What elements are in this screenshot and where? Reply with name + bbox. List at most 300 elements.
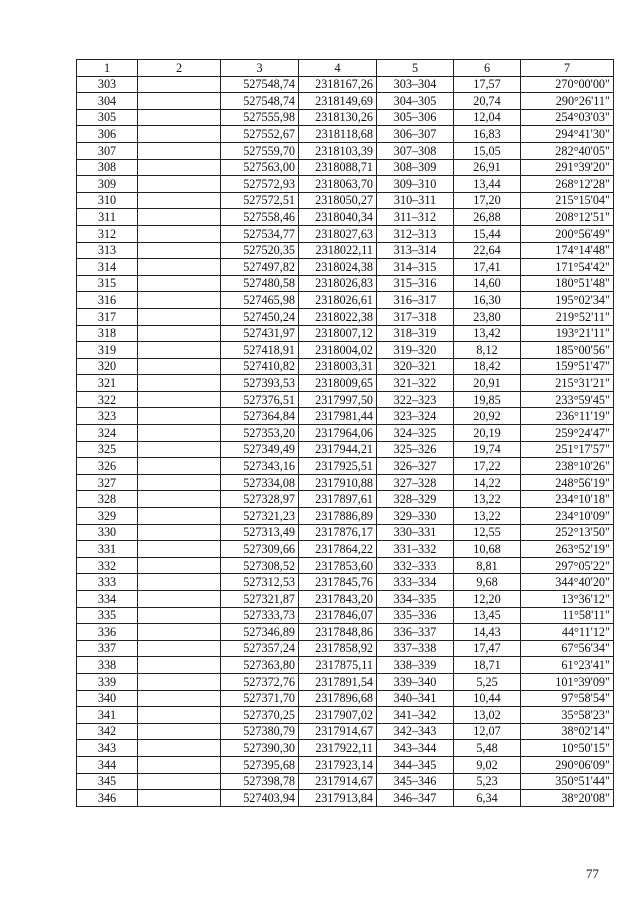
cell-blank <box>138 541 221 558</box>
cell-point-number: 314 <box>77 259 138 276</box>
cell-point-number: 326 <box>77 458 138 475</box>
cell-segment: 307–308 <box>377 142 454 159</box>
table-row <box>77 275 614 292</box>
cell-blank <box>138 93 221 110</box>
cell-segment: 341–342 <box>377 707 454 724</box>
table-row <box>77 76 614 93</box>
cell-bearing: 10°50'15" <box>521 740 614 757</box>
cell-bearing: 233°59'45" <box>521 391 614 408</box>
cell-distance: 17,47 <box>454 640 521 657</box>
cell-x-coordinate: 527321,87 <box>221 591 299 608</box>
table-row <box>77 176 614 193</box>
cell-blank <box>138 707 221 724</box>
cell-distance: 17,57 <box>454 76 521 93</box>
cell-bearing: 290°26'11" <box>521 93 614 110</box>
cell-y-coordinate: 2317913,84 <box>299 790 377 807</box>
cell-bearing: 67°56'34" <box>521 640 614 657</box>
table-row <box>77 773 614 790</box>
cell-distance: 12,04 <box>454 109 521 126</box>
cell-blank <box>138 259 221 276</box>
cell-x-coordinate: 527552,67 <box>221 126 299 143</box>
table-row <box>77 591 614 608</box>
cell-segment: 331–332 <box>377 541 454 558</box>
cell-distance: 16,30 <box>454 292 521 309</box>
cell-y-coordinate: 2318050,27 <box>299 192 377 209</box>
cell-y-coordinate: 2317896,68 <box>299 690 377 707</box>
cell-blank <box>138 159 221 176</box>
cell-y-coordinate: 2318149,69 <box>299 93 377 110</box>
cell-segment: 330–331 <box>377 524 454 541</box>
cell-point-number: 307 <box>77 142 138 159</box>
table-header <box>77 60 614 77</box>
cell-segment: 305–306 <box>377 109 454 126</box>
cell-y-coordinate: 2317853,60 <box>299 557 377 574</box>
cell-distance: 16,83 <box>454 126 521 143</box>
column-header-4: 4 <box>299 60 377 77</box>
cell-bearing: 11°58'11" <box>521 607 614 624</box>
table-row <box>77 723 614 740</box>
cell-x-coordinate: 527376,51 <box>221 391 299 408</box>
cell-y-coordinate: 2318088,71 <box>299 159 377 176</box>
cell-x-coordinate: 527559,70 <box>221 142 299 159</box>
cell-distance: 12,07 <box>454 723 521 740</box>
cell-blank <box>138 690 221 707</box>
cell-blank <box>138 756 221 773</box>
cell-bearing: 297°05'22" <box>521 557 614 574</box>
cell-segment: 345–346 <box>377 773 454 790</box>
cell-x-coordinate: 527357,24 <box>221 640 299 657</box>
cell-point-number: 303 <box>77 76 138 93</box>
cell-bearing: 13°36'12" <box>521 591 614 608</box>
table-row <box>77 557 614 574</box>
cell-distance: 13,44 <box>454 176 521 193</box>
cell-bearing: 185°00'56" <box>521 342 614 359</box>
cell-x-coordinate: 527534,77 <box>221 225 299 242</box>
cell-y-coordinate: 2317848,86 <box>299 624 377 641</box>
cell-segment: 340–341 <box>377 690 454 707</box>
table-row <box>77 259 614 276</box>
cell-y-coordinate: 2318022,11 <box>299 242 377 259</box>
cell-segment: 314–315 <box>377 259 454 276</box>
cell-x-coordinate: 527572,51 <box>221 192 299 209</box>
cell-x-coordinate: 527393,53 <box>221 375 299 392</box>
cell-x-coordinate: 527346,89 <box>221 624 299 641</box>
table-row <box>77 640 614 657</box>
cell-blank <box>138 607 221 624</box>
table-row <box>77 441 614 458</box>
table-row <box>77 126 614 143</box>
cell-point-number: 336 <box>77 624 138 641</box>
table-row <box>77 474 614 491</box>
cell-point-number: 346 <box>77 790 138 807</box>
cell-blank <box>138 441 221 458</box>
table-row <box>77 209 614 226</box>
cell-point-number: 313 <box>77 242 138 259</box>
table-row <box>77 524 614 541</box>
table-row <box>77 192 614 209</box>
cell-y-coordinate: 2318027,63 <box>299 225 377 242</box>
cell-blank <box>138 574 221 591</box>
cell-segment: 339–340 <box>377 673 454 690</box>
cell-x-coordinate: 527410,82 <box>221 358 299 375</box>
cell-bearing: 159°51'47" <box>521 358 614 375</box>
cell-bearing: 291°39'20" <box>521 159 614 176</box>
table-row <box>77 740 614 757</box>
cell-segment: 320–321 <box>377 358 454 375</box>
cell-point-number: 332 <box>77 557 138 574</box>
cell-segment: 322–323 <box>377 391 454 408</box>
cell-distance: 18,71 <box>454 657 521 674</box>
cell-segment: 311–312 <box>377 209 454 226</box>
cell-x-coordinate: 527418,91 <box>221 342 299 359</box>
cell-x-coordinate: 527353,20 <box>221 425 299 442</box>
cell-blank <box>138 673 221 690</box>
cell-blank <box>138 209 221 226</box>
cell-y-coordinate: 2318063,70 <box>299 176 377 193</box>
table-row <box>77 159 614 176</box>
cell-point-number: 334 <box>77 591 138 608</box>
cell-y-coordinate: 2318022,38 <box>299 308 377 325</box>
cell-distance: 13,22 <box>454 491 521 508</box>
cell-point-number: 312 <box>77 225 138 242</box>
cell-blank <box>138 176 221 193</box>
cell-bearing: 290°06'09" <box>521 756 614 773</box>
cell-y-coordinate: 2317846,07 <box>299 607 377 624</box>
table-row <box>77 690 614 707</box>
table-row <box>77 574 614 591</box>
cell-bearing: 268°12'28" <box>521 176 614 193</box>
cell-point-number: 321 <box>77 375 138 392</box>
cell-blank <box>138 192 221 209</box>
cell-distance: 17,22 <box>454 458 521 475</box>
cell-y-coordinate: 2318118,68 <box>299 126 377 143</box>
cell-y-coordinate: 2318130,26 <box>299 109 377 126</box>
cell-blank <box>138 524 221 541</box>
cell-blank <box>138 342 221 359</box>
cell-blank <box>138 491 221 508</box>
cell-point-number: 328 <box>77 491 138 508</box>
cell-blank <box>138 624 221 641</box>
cell-bearing: 344°40'20" <box>521 574 614 591</box>
cell-y-coordinate: 2317891,54 <box>299 673 377 690</box>
cell-x-coordinate: 527431,97 <box>221 325 299 342</box>
cell-point-number: 335 <box>77 607 138 624</box>
cell-segment: 342–343 <box>377 723 454 740</box>
cell-y-coordinate: 2317923,14 <box>299 756 377 773</box>
cell-blank <box>138 109 221 126</box>
cell-distance: 9,02 <box>454 756 521 773</box>
cell-point-number: 325 <box>77 441 138 458</box>
column-header-2: 2 <box>138 60 221 77</box>
cell-point-number: 315 <box>77 275 138 292</box>
cell-bearing: 215°31'21" <box>521 375 614 392</box>
cell-point-number: 319 <box>77 342 138 359</box>
cell-bearing: 219°52'11" <box>521 308 614 325</box>
cell-point-number: 327 <box>77 474 138 491</box>
cell-y-coordinate: 2317981,44 <box>299 408 377 425</box>
table-row <box>77 541 614 558</box>
cell-y-coordinate: 2317864,22 <box>299 541 377 558</box>
table-row <box>77 358 614 375</box>
cell-blank <box>138 292 221 309</box>
cell-segment: 329–330 <box>377 508 454 525</box>
cell-y-coordinate: 2318003,31 <box>299 358 377 375</box>
cell-segment: 333–334 <box>377 574 454 591</box>
cell-blank <box>138 773 221 790</box>
cell-x-coordinate: 527349,49 <box>221 441 299 458</box>
cell-segment: 328–329 <box>377 491 454 508</box>
cell-y-coordinate: 2317897,61 <box>299 491 377 508</box>
cell-distance: 12,20 <box>454 591 521 608</box>
cell-bearing: 270°00'00" <box>521 76 614 93</box>
cell-point-number: 311 <box>77 209 138 226</box>
cell-x-coordinate: 527390,30 <box>221 740 299 757</box>
cell-point-number: 323 <box>77 408 138 425</box>
cell-point-number: 305 <box>77 109 138 126</box>
cell-distance: 9,68 <box>454 574 521 591</box>
table-row <box>77 790 614 807</box>
cell-y-coordinate: 2318103,39 <box>299 142 377 159</box>
cell-blank <box>138 508 221 525</box>
cell-distance: 13,02 <box>454 707 521 724</box>
cell-bearing: 350°51'44" <box>521 773 614 790</box>
cell-distance: 12,55 <box>454 524 521 541</box>
cell-distance: 5,25 <box>454 673 521 690</box>
cell-x-coordinate: 527321,23 <box>221 508 299 525</box>
column-header-3: 3 <box>221 60 299 77</box>
cell-bearing: 238°10'26" <box>521 458 614 475</box>
cell-x-coordinate: 527370,25 <box>221 707 299 724</box>
cell-point-number: 339 <box>77 673 138 690</box>
cell-segment: 303–304 <box>377 76 454 93</box>
cell-x-coordinate: 527343,16 <box>221 458 299 475</box>
cell-y-coordinate: 2317845,76 <box>299 574 377 591</box>
cell-bearing: 38°02'14" <box>521 723 614 740</box>
cell-distance: 8,81 <box>454 557 521 574</box>
cell-y-coordinate: 2318007,12 <box>299 325 377 342</box>
cell-bearing: 35°58'23" <box>521 707 614 724</box>
cell-segment: 317–318 <box>377 308 454 325</box>
cell-bearing: 215°15'04" <box>521 192 614 209</box>
cell-segment: 338–339 <box>377 657 454 674</box>
cell-blank <box>138 740 221 757</box>
cell-blank <box>138 76 221 93</box>
cell-segment: 312–313 <box>377 225 454 242</box>
cell-bearing: 97°58'54" <box>521 690 614 707</box>
cell-bearing: 171°54'42" <box>521 259 614 276</box>
cell-bearing: 263°52'19" <box>521 541 614 558</box>
cell-x-coordinate: 527380,79 <box>221 723 299 740</box>
cell-bearing: 294°41'30" <box>521 126 614 143</box>
cell-x-coordinate: 527548,74 <box>221 93 299 110</box>
cell-blank <box>138 126 221 143</box>
cell-x-coordinate: 527312,53 <box>221 574 299 591</box>
cell-distance: 26,88 <box>454 209 521 226</box>
cell-x-coordinate: 527308,52 <box>221 557 299 574</box>
cell-point-number: 324 <box>77 425 138 442</box>
cell-point-number: 309 <box>77 176 138 193</box>
cell-point-number: 317 <box>77 308 138 325</box>
cell-point-number: 329 <box>77 508 138 525</box>
cell-y-coordinate: 2317914,67 <box>299 773 377 790</box>
cell-segment: 334–335 <box>377 591 454 608</box>
cell-y-coordinate: 2317944,21 <box>299 441 377 458</box>
table-row <box>77 624 614 641</box>
cell-distance: 17,41 <box>454 259 521 276</box>
cell-blank <box>138 458 221 475</box>
table-row <box>77 607 614 624</box>
cell-bearing: 44°11'12" <box>521 624 614 641</box>
table-row <box>77 756 614 773</box>
cell-point-number: 345 <box>77 773 138 790</box>
column-header-6: 6 <box>454 60 521 77</box>
cell-segment: 318–319 <box>377 325 454 342</box>
cell-segment: 310–311 <box>377 192 454 209</box>
cell-blank <box>138 358 221 375</box>
cell-distance: 13,45 <box>454 607 521 624</box>
cell-point-number: 338 <box>77 657 138 674</box>
cell-y-coordinate: 2318026,83 <box>299 275 377 292</box>
cell-x-coordinate: 527398,78 <box>221 773 299 790</box>
cell-y-coordinate: 2317925,51 <box>299 458 377 475</box>
cell-distance: 20,91 <box>454 375 521 392</box>
cell-blank <box>138 790 221 807</box>
cell-distance: 20,19 <box>454 425 521 442</box>
cell-y-coordinate: 2317914,67 <box>299 723 377 740</box>
table-row <box>77 707 614 724</box>
cell-x-coordinate: 527558,46 <box>221 209 299 226</box>
table-row <box>77 142 614 159</box>
cell-bearing: 254°03'03" <box>521 109 614 126</box>
cell-blank <box>138 723 221 740</box>
cell-bearing: 236°11'19" <box>521 408 614 425</box>
cell-distance: 13,22 <box>454 508 521 525</box>
cell-point-number: 310 <box>77 192 138 209</box>
column-header-5: 5 <box>377 60 454 77</box>
table-row <box>77 657 614 674</box>
cell-point-number: 316 <box>77 292 138 309</box>
cell-point-number: 342 <box>77 723 138 740</box>
cell-segment: 304–305 <box>377 93 454 110</box>
cell-point-number: 320 <box>77 358 138 375</box>
cell-blank <box>138 408 221 425</box>
cell-distance: 6,34 <box>454 790 521 807</box>
cell-segment: 326–327 <box>377 458 454 475</box>
cell-segment: 316–317 <box>377 292 454 309</box>
cell-distance: 22,64 <box>454 242 521 259</box>
table-row <box>77 425 614 442</box>
cell-point-number: 344 <box>77 756 138 773</box>
table-row <box>77 308 614 325</box>
page-number: 77 <box>586 866 599 881</box>
cell-segment: 315–316 <box>377 275 454 292</box>
cell-y-coordinate: 2317858,92 <box>299 640 377 657</box>
cell-distance: 14,60 <box>454 275 521 292</box>
cell-x-coordinate: 527520,35 <box>221 242 299 259</box>
cell-point-number: 304 <box>77 93 138 110</box>
cell-blank <box>138 591 221 608</box>
cell-distance: 26,91 <box>454 159 521 176</box>
table-row <box>77 408 614 425</box>
cell-distance: 15,05 <box>454 142 521 159</box>
cell-x-coordinate: 527395,68 <box>221 756 299 773</box>
cell-y-coordinate: 2317875,11 <box>299 657 377 674</box>
table-body <box>77 76 614 806</box>
cell-x-coordinate: 527563,00 <box>221 159 299 176</box>
cell-distance: 19,74 <box>454 441 521 458</box>
cell-x-coordinate: 527372,76 <box>221 673 299 690</box>
table-row <box>77 342 614 359</box>
cell-point-number: 340 <box>77 690 138 707</box>
cell-distance: 17,20 <box>454 192 521 209</box>
cell-blank <box>138 225 221 242</box>
cell-blank <box>138 242 221 259</box>
column-header-1: 1 <box>77 60 138 77</box>
cell-bearing: 180°51'48" <box>521 275 614 292</box>
cell-x-coordinate: 527548,74 <box>221 76 299 93</box>
cell-x-coordinate: 527497,82 <box>221 259 299 276</box>
cell-distance: 20,74 <box>454 93 521 110</box>
cell-point-number: 337 <box>77 640 138 657</box>
cell-point-number: 330 <box>77 524 138 541</box>
cell-distance: 23,80 <box>454 308 521 325</box>
cell-distance: 14,43 <box>454 624 521 641</box>
cell-distance: 10,68 <box>454 541 521 558</box>
cell-bearing: 248°56'19" <box>521 474 614 491</box>
cell-point-number: 306 <box>77 126 138 143</box>
table-row <box>77 458 614 475</box>
cell-segment: 335–336 <box>377 607 454 624</box>
cell-y-coordinate: 2318026,61 <box>299 292 377 309</box>
table-row <box>77 325 614 342</box>
cell-x-coordinate: 527371,70 <box>221 690 299 707</box>
cell-blank <box>138 425 221 442</box>
table-row <box>77 292 614 309</box>
cell-bearing: 38°20'08" <box>521 790 614 807</box>
table-row <box>77 242 614 259</box>
cell-segment: 323–324 <box>377 408 454 425</box>
cell-y-coordinate: 2318009,65 <box>299 375 377 392</box>
cell-point-number: 341 <box>77 707 138 724</box>
cell-segment: 308–309 <box>377 159 454 176</box>
cell-distance: 15,44 <box>454 225 521 242</box>
cell-segment: 332–333 <box>377 557 454 574</box>
cell-blank <box>138 657 221 674</box>
cell-point-number: 322 <box>77 391 138 408</box>
column-header-7: 7 <box>521 60 614 77</box>
cell-segment: 344–345 <box>377 756 454 773</box>
cell-blank <box>138 375 221 392</box>
cell-y-coordinate: 2317964,06 <box>299 425 377 442</box>
cell-segment: 327–328 <box>377 474 454 491</box>
cell-distance: 20,92 <box>454 408 521 425</box>
cell-point-number: 318 <box>77 325 138 342</box>
cell-x-coordinate: 527572,93 <box>221 176 299 193</box>
cell-y-coordinate: 2317922,11 <box>299 740 377 757</box>
cell-y-coordinate: 2318167,26 <box>299 76 377 93</box>
cell-blank <box>138 474 221 491</box>
cell-bearing: 234°10'18" <box>521 491 614 508</box>
cell-x-coordinate: 527480,58 <box>221 275 299 292</box>
cell-point-number: 343 <box>77 740 138 757</box>
table-row <box>77 491 614 508</box>
cell-segment: 325–326 <box>377 441 454 458</box>
cell-y-coordinate: 2317907,02 <box>299 707 377 724</box>
cell-bearing: 101°39'09" <box>521 673 614 690</box>
cell-bearing: 200°56'49" <box>521 225 614 242</box>
cell-distance: 19,85 <box>454 391 521 408</box>
cell-distance: 14,22 <box>454 474 521 491</box>
